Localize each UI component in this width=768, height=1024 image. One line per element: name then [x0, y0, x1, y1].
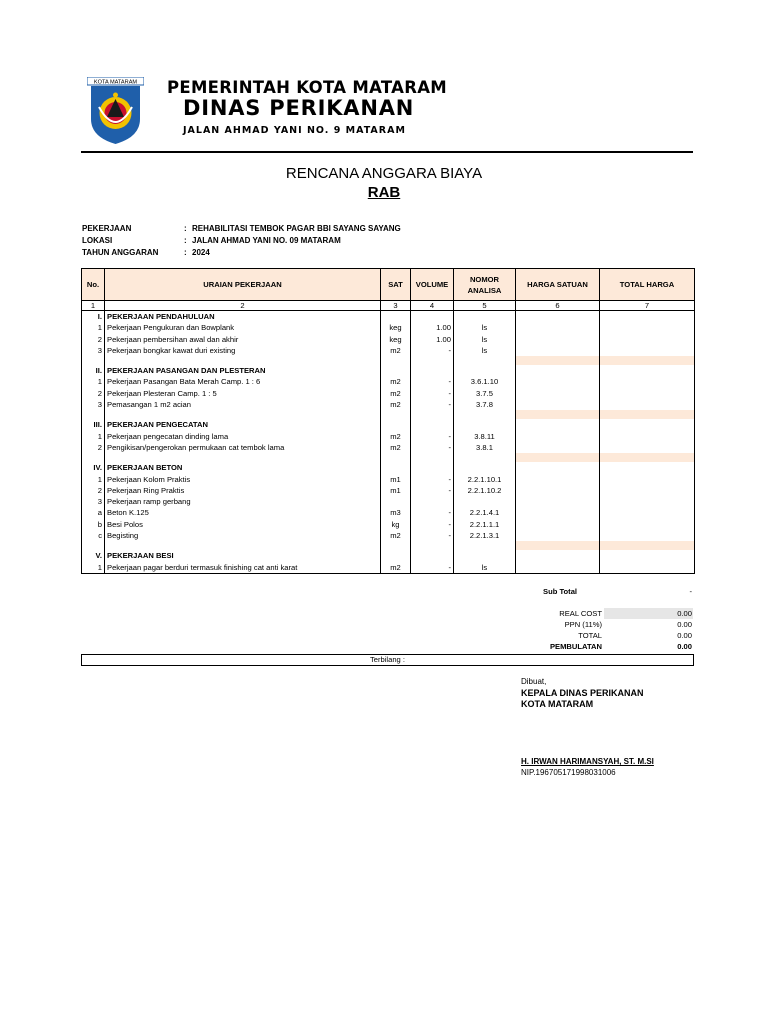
item-sat: kg: [381, 519, 411, 530]
item-analisa: [454, 462, 516, 473]
item-desc: PEKERJAAN PASANGAN DAN PLESTERAN: [105, 365, 381, 376]
item-no: 3: [82, 345, 105, 356]
item-desc: Beton K.125: [105, 507, 381, 518]
item-volume: -: [411, 376, 454, 387]
pembulatan-label: PEMBULATAN: [549, 642, 602, 651]
ppn-label: PPN (11%): [564, 620, 602, 629]
item-analisa: [454, 419, 516, 430]
item-no: 1: [82, 322, 105, 333]
item-sat: m3: [381, 507, 411, 518]
item-no: 2: [82, 388, 105, 399]
item-total-harga: [600, 419, 695, 430]
item-sat: [381, 410, 411, 419]
item-analisa: [454, 311, 516, 323]
item-analisa: [454, 365, 516, 376]
item-total-harga: [600, 462, 695, 473]
item-total-harga: [600, 507, 695, 518]
item-volume: [411, 410, 454, 419]
item-sat: [381, 462, 411, 473]
item-volume: [411, 496, 454, 507]
spacer-row: [82, 356, 695, 365]
item-volume: -: [411, 474, 454, 485]
item-analisa: 3.7.5: [454, 388, 516, 399]
spacer-row: [82, 410, 695, 419]
item-no: I.: [82, 311, 105, 323]
item-no: b: [82, 519, 105, 530]
table-row: [82, 442, 695, 453]
item-total-harga: [600, 474, 695, 485]
table-row: [82, 474, 695, 485]
item-volume: [411, 541, 454, 550]
table-row: [82, 345, 695, 356]
item-harga-satuan: [516, 530, 600, 541]
item-no: [82, 356, 105, 365]
item-desc: Pekerjaan pengecatan dinding lama: [105, 431, 381, 442]
item-sat: m2: [381, 399, 411, 410]
item-analisa: 2.2.1.1.1: [454, 519, 516, 530]
signature-city: KOTA MATARAM: [521, 699, 594, 709]
item-volume: -: [411, 530, 454, 541]
item-total-harga: [600, 376, 695, 387]
item-analisa: 2.2.1.3.1: [454, 530, 516, 541]
item-harga-satuan: [516, 453, 600, 462]
document-subtitle: [0, 184, 768, 201]
item-no: IV.: [82, 462, 105, 473]
item-sat: m2: [381, 376, 411, 387]
item-desc: Pengikisan/pengerokan permukaan cat tembok lama: [105, 442, 381, 453]
total-value: 0.00: [677, 631, 692, 640]
item-sat: [381, 541, 411, 550]
svg-text:KOTA MATARAM: KOTA MATARAM: [93, 79, 138, 86]
item-volume: [411, 365, 454, 376]
col-header-sat: SAT: [381, 269, 411, 301]
col-header-harga-satuan: HARGA SATUAN: [516, 269, 600, 301]
item-analisa: 3.8.1: [454, 442, 516, 453]
item-volume: -: [411, 388, 454, 399]
signature-nip: NIP.196705171998031006: [521, 768, 616, 777]
item-harga-satuan: [516, 496, 600, 507]
section-row: [82, 462, 695, 473]
item-volume: -: [411, 442, 454, 453]
item-harga-satuan: [516, 431, 600, 442]
item-analisa: ls: [454, 322, 516, 333]
col-header-uraian: URAIAN PEKERJAAN: [105, 269, 381, 301]
item-analisa: 2.2.1.10.1: [454, 474, 516, 485]
item-desc: PEKERJAAN PENGECATAN: [105, 419, 381, 430]
item-total-harga: [600, 562, 695, 574]
item-desc: Pekerjaan Kolom Praktis: [105, 474, 381, 485]
item-total-harga: [600, 431, 695, 442]
item-harga-satuan: [516, 399, 600, 410]
item-harga-satuan: [516, 345, 600, 356]
table-row: [82, 562, 695, 574]
item-desc: Pekerjaan Plesteran Camp. 1 : 5: [105, 388, 381, 399]
item-no: 1: [82, 376, 105, 387]
info-value: 2024: [192, 248, 210, 257]
spacer-row: [82, 453, 695, 462]
item-desc: Pekerjaan pagar berduri termasuk finishing cat anti karat: [105, 562, 381, 574]
item-no: 1: [82, 474, 105, 485]
column-number-row: [82, 301, 695, 311]
info-value: REHABILITASI TEMBOK PAGAR BBI SAYANG SAYANG: [192, 224, 401, 233]
item-volume: [411, 356, 454, 365]
table-header-row: [82, 269, 695, 301]
item-total-harga: [600, 410, 695, 419]
table-row: [82, 388, 695, 399]
item-analisa: 3.7.8: [454, 399, 516, 410]
info-colon: :: [184, 248, 187, 257]
item-harga-satuan: [516, 442, 600, 453]
item-volume: -: [411, 485, 454, 496]
item-sat: m2: [381, 442, 411, 453]
item-sat: m2: [381, 562, 411, 574]
item-harga-satuan: [516, 419, 600, 430]
item-harga-satuan: [516, 376, 600, 387]
item-sat: m2: [381, 345, 411, 356]
real-cost-label: REAL COST: [559, 609, 602, 618]
signature-name: H. IRWAN HARIMANSYAH, ST. M.SI: [521, 757, 654, 766]
item-harga-satuan: [516, 388, 600, 399]
item-sat: [381, 550, 411, 561]
item-no: 3: [82, 496, 105, 507]
item-harga-satuan: [516, 519, 600, 530]
item-harga-satuan: [516, 507, 600, 518]
mataram-logo: [87, 77, 144, 145]
item-volume: [411, 453, 454, 462]
item-harga-satuan: [516, 462, 600, 473]
info-label: PEKERJAAN: [82, 224, 132, 233]
section-row: [82, 419, 695, 430]
item-no: 2: [82, 334, 105, 345]
item-total-harga: [600, 550, 695, 561]
item-no: a: [82, 507, 105, 518]
item-no: III.: [82, 419, 105, 430]
item-desc: PEKERJAAN PENDAHULUAN: [105, 311, 381, 323]
item-total-harga: [600, 311, 695, 323]
col-number: 5: [454, 301, 516, 311]
item-volume: -: [411, 507, 454, 518]
total-label: TOTAL: [578, 631, 602, 640]
section-row: [82, 311, 695, 323]
section-row: [82, 365, 695, 376]
col-header-no: No.: [82, 269, 105, 301]
item-total-harga: [600, 322, 695, 333]
item-no: 1: [82, 431, 105, 442]
item-sat: [381, 419, 411, 430]
section-row: [82, 550, 695, 561]
item-total-harga: [600, 530, 695, 541]
item-no: II.: [82, 365, 105, 376]
item-desc: Besi Polos: [105, 519, 381, 530]
item-desc: Pekerjaan Pasangan Bata Merah Camp. 1 : 6: [105, 376, 381, 387]
col-number: 3: [381, 301, 411, 311]
item-sat: keg: [381, 334, 411, 345]
item-analisa: 2.2.1.4.1: [454, 507, 516, 518]
item-harga-satuan: [516, 550, 600, 561]
item-total-harga: [600, 519, 695, 530]
item-sat: [381, 453, 411, 462]
item-total-harga: [600, 541, 695, 550]
item-no: V.: [82, 550, 105, 561]
item-total-harga: [600, 496, 695, 507]
item-analisa: 3.8.11: [454, 431, 516, 442]
col-number: 7: [600, 301, 695, 311]
item-analisa: 3.6.1.10: [454, 376, 516, 387]
table-row: [82, 322, 695, 333]
pembulatan-value: 0.00: [677, 642, 692, 651]
table-row: [82, 334, 695, 345]
item-total-harga: [600, 356, 695, 365]
item-no: [82, 453, 105, 462]
item-desc: PEKERJAAN BESI: [105, 550, 381, 561]
table-row: [82, 431, 695, 442]
item-volume: -: [411, 345, 454, 356]
table-row: [82, 530, 695, 541]
item-volume: [411, 462, 454, 473]
item-harga-satuan: [516, 322, 600, 333]
item-harga-satuan: [516, 356, 600, 365]
item-sat: [381, 496, 411, 507]
item-harga-satuan: [516, 365, 600, 376]
item-volume: -: [411, 399, 454, 410]
terbilang-row: Terbilang :: [81, 654, 694, 666]
item-total-harga: [600, 388, 695, 399]
table-row: [82, 376, 695, 387]
table-row: [82, 507, 695, 518]
spacer-row: [82, 541, 695, 550]
agency-address: JALAN AHMAD YANI NO. 9 MATARAM: [183, 125, 406, 136]
item-total-harga: [600, 334, 695, 345]
item-no: [82, 541, 105, 550]
info-colon: :: [184, 224, 187, 233]
item-volume: [411, 419, 454, 430]
item-harga-satuan: [516, 410, 600, 419]
government-name: PEMERINTAH KOTA MATARAM: [167, 78, 448, 97]
item-desc: Pekerjaan bongkar kawat duri existing: [105, 345, 381, 356]
item-sat: m1: [381, 474, 411, 485]
item-harga-satuan: [516, 311, 600, 323]
item-harga-satuan: [516, 541, 600, 550]
rab-table: [81, 268, 695, 574]
col-number: 4: [411, 301, 454, 311]
item-total-harga: [600, 442, 695, 453]
table-row: [82, 485, 695, 496]
rab-label: RAB: [367, 184, 401, 201]
item-analisa: ls: [454, 334, 516, 345]
ppn-value: 0.00: [677, 620, 692, 629]
col-header-analisa: NOMOR ANALISA: [454, 269, 516, 301]
item-desc: Pemasangan 1 m2 acian: [105, 399, 381, 410]
item-total-harga: [600, 399, 695, 410]
item-volume: -: [411, 519, 454, 530]
col-header-volume: VOLUME: [411, 269, 454, 301]
item-sat: [381, 356, 411, 365]
item-volume: [411, 311, 454, 323]
item-volume: 1.00: [411, 322, 454, 333]
item-harga-satuan: [516, 334, 600, 345]
info-label: TAHUN ANGGARAN: [82, 248, 159, 257]
item-desc: Pekerjaan pembersihan awal dan akhir: [105, 334, 381, 345]
sub-total-value: -: [689, 587, 692, 596]
item-desc: [105, 453, 381, 462]
document-title: RENCANA ANGGARA BIAYA: [285, 165, 483, 182]
item-sat: keg: [381, 322, 411, 333]
item-sat: m2: [381, 431, 411, 442]
item-analisa: ls: [454, 562, 516, 574]
item-sat: m1: [381, 485, 411, 496]
item-analisa: [454, 496, 516, 507]
item-no: 2: [82, 442, 105, 453]
info-colon: :: [184, 236, 187, 245]
item-volume: 1.00: [411, 334, 454, 345]
table-row: [82, 496, 695, 507]
signature-position: KEPALA DINAS PERIKANAN: [521, 688, 644, 698]
item-desc: [105, 541, 381, 550]
item-volume: -: [411, 562, 454, 574]
item-no: 1: [82, 562, 105, 574]
item-desc: [105, 410, 381, 419]
item-desc: [105, 356, 381, 365]
item-sat: m2: [381, 530, 411, 541]
item-analisa: 2.2.1.10.2: [454, 485, 516, 496]
item-total-harga: [600, 345, 695, 356]
agency-name: DINAS PERIKANAN: [183, 96, 415, 120]
item-volume: [411, 550, 454, 561]
item-harga-satuan: [516, 562, 600, 574]
table-row: [82, 519, 695, 530]
item-harga-satuan: [516, 474, 600, 485]
item-desc: Begisting: [105, 530, 381, 541]
signature-made: Dibuat,: [521, 677, 547, 686]
info-value: JALAN AHMAD YANI NO. 09 MATARAM: [192, 236, 341, 245]
header-divider: [81, 151, 693, 153]
item-harga-satuan: [516, 485, 600, 496]
info-label: LOKASI: [82, 236, 113, 245]
item-total-harga: [600, 485, 695, 496]
real-cost-value: 0.00: [677, 609, 692, 618]
item-sat: [381, 311, 411, 323]
col-number: 1: [82, 301, 105, 311]
col-header-total-harga: TOTAL HARGA: [600, 269, 695, 301]
item-no: 3: [82, 399, 105, 410]
item-desc: Pekerjaan ramp gerbang: [105, 496, 381, 507]
item-desc: Pekerjaan Ring Praktis: [105, 485, 381, 496]
item-analisa: [454, 550, 516, 561]
item-analisa: ls: [454, 345, 516, 356]
item-analisa: [454, 410, 516, 419]
item-no: 2: [82, 485, 105, 496]
col-number: 2: [105, 301, 381, 311]
col-number: 6: [516, 301, 600, 311]
item-analisa: [454, 453, 516, 462]
item-no: [82, 410, 105, 419]
item-desc: Pekerjaan Pengukuran dan Bowplank: [105, 322, 381, 333]
table-row: [82, 399, 695, 410]
item-volume: -: [411, 431, 454, 442]
item-sat: [381, 365, 411, 376]
item-analisa: [454, 356, 516, 365]
item-no: c: [82, 530, 105, 541]
sub-total-label: Sub Total: [543, 587, 578, 596]
item-total-harga: [600, 453, 695, 462]
item-sat: m2: [381, 388, 411, 399]
item-total-harga: [600, 365, 695, 376]
item-analisa: [454, 541, 516, 550]
item-desc: PEKERJAAN BETON: [105, 462, 381, 473]
